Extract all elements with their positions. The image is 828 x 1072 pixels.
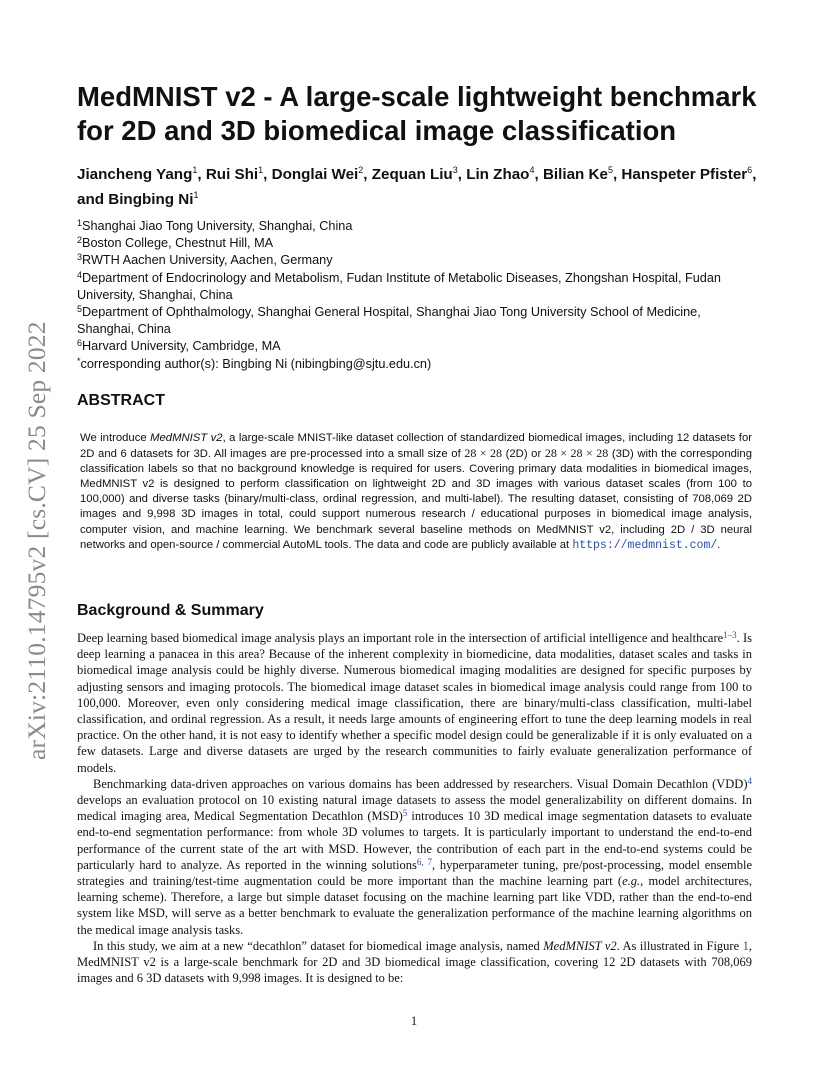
- author-name: Rui Shi: [205, 166, 259, 184]
- author-name: Donglai Wei: [271, 166, 359, 184]
- body-paragraph: [77, 630, 752, 776]
- author-name: Bingbing Ni: [108, 191, 194, 209]
- abstract-text: [80, 431, 752, 553]
- author-name: Lin Zhao: [466, 166, 530, 184]
- author-list: Jiancheng Yang$^1$, Rui Shi$^1$, Donglai Wei$^2$, Zequan Liu$^3$, Lin Zhao$^4$, Bilian Ke$^5$, Hanspeter Pfister$^6$, and Bingbing Ni$^1$: [77, 165, 757, 209]
- author-affiliation-mark: 2: [358, 165, 364, 175]
- body-paragraph: [77, 938, 752, 987]
- background-section-body: [77, 630, 752, 986]
- author-affiliation-mark: 1: [192, 165, 198, 175]
- paragraph-text: . As illustrated in Figure: [616, 938, 743, 953]
- affiliation-item: [77, 252, 757, 269]
- page-number: 1: [410, 1014, 418, 1028]
- project-url-link[interactable]: https://medmnist.com/: [572, 538, 718, 552]
- author-affiliation-mark: 5: [607, 165, 613, 175]
- abstract-text-segment: (3D) with the corresponding classification labels so that no background knowledge is required for users. Covering primary data modalities in biomedical images, MedMNIST v2 is designed to perform classification on lightweight 2D and 3D images with various dataset scales (from 100 to 100,000) and diverse tasks (binary/multi-class, ordinal regression, and multi-label). The resulting dataset, consisting of 708,069 2D images and 9,998 3D images in total, could support numerous research / educational purposes in biomedical image analysis, computer vision, and machine learning. We benchmark several baseline methods on MedMNIST v2, including 2D / 3D neural networks and open-source / commercial AutoML tools. The data and code are publicly available at: [80, 448, 752, 551]
- paragraph-text: introduces 10 3D medical image segmentation datasets to evaluate end-to-end segmentation performance: from whole 3D volumes to targets. It is particularly important to understand the end-to-end performance of the current state of the art with MSD. However, the contribution of each part in the end-to-end systems could be particularly hard to analyze. As reported in the winning solutions: [77, 809, 752, 872]
- author-affiliation-mark: 1: [258, 165, 264, 175]
- image-size-2d: 28 × 28: [464, 446, 503, 461]
- author-name: Bilian Ke: [542, 166, 608, 184]
- affiliation-mark: 2: [77, 235, 83, 246]
- corresponding-author-text: corresponding author(s): Bingbing Ni (nibingbing@sjtu.edu.cn): [80, 356, 432, 371]
- author-affiliation-mark: 6: [747, 165, 753, 175]
- abstract-text-segment: .: [717, 538, 721, 551]
- affiliation-item: [77, 304, 757, 338]
- affiliation-item: [77, 218, 757, 235]
- paragraph-text: , MedMNIST v2 is a large-scale benchmark for 2D and 3D biomedical image classification, covering 12 2D datasets with 708,069 images and 6 3D datasets with 9,998 images. It is designed to be:: [77, 938, 752, 986]
- author-affiliation-mark: 1: [193, 190, 199, 201]
- body-paragraph: [77, 776, 752, 938]
- affiliation-text: Boston College, Chestnut Hill, MA: [82, 236, 274, 251]
- affiliation-text: RWTH Aachen University, Aachen, Germany: [82, 253, 333, 268]
- affiliation-text: Harvard University, Cambridge, MA: [82, 339, 281, 354]
- affiliation-list: [77, 218, 757, 373]
- author-affiliation-mark: 4: [529, 165, 535, 175]
- dataset-name: MedMNIST v2: [150, 432, 223, 444]
- paragraph-text: In this study, we aim at a new “decathlon” dataset for biomedical image analysis, named: [93, 938, 544, 953]
- affiliation-mark: 1: [77, 218, 83, 228]
- affiliation-item: [77, 338, 757, 355]
- paragraph-text: . Is deep learning a panacea in this area? Because of the inherent complexity in biomedicine, data modalities, dataset scales and tasks in biomedical image analysis could be highly diverse. Numerous biomedical imaging modalities are designed for specific purposes by adjusting sensors and imaging protocols. The biomedical image dataset scales in biomedical image analysis could range from 100 to 100,000. Moreover, even only considering medical image classification, there are binary/multi-class classification, multi-label classification, and ordinal regression. As a result, it needs large amounts of engineering effort to tune the deep learning models in real practice. On the other hand, it is not easy to identify whether a specific model design could be generalizable if it is only evaluated on a few datasets. Large and diverse datasets are urged by the research communities to fairly evaluate generalization performance of models.: [77, 631, 752, 775]
- paragraph-text: develops an evaluation protocol on 10 existing natural image datasets to assess the model generalizability on different domains. In medical imaging area, Medical Segmentation Decathlon (MSD): [77, 793, 752, 824]
- paragraph-text: , hyperparameter tuning, pre/post-processing, model ensemble strategies and training/test-time augmentation could be more important than the machine learning part (: [77, 857, 753, 889]
- affiliation-mark: 4: [77, 269, 83, 280]
- author-name: Hanspeter Pfister: [621, 166, 748, 184]
- affiliation-item: [77, 235, 757, 252]
- citation-link[interactable]: 1–3: [723, 630, 737, 640]
- arxiv-identifier-stamp: arXiv:2110.14795v2 [cs.CV] 25 Sep 2022: [22, 321, 51, 760]
- citation-link[interactable]: 4: [747, 775, 752, 786]
- affiliation-mark: *: [77, 355, 81, 366]
- paragraph-text: , model architectures, learning scheme). Therefore, a large but simple dataset focusing on the machine learning part like VDD, rather than the end-to-end system like MSD, will serve as a better benchmark to evaluate the generalization performance of the machine learning algorithms on the medical image analysis tasks.: [77, 874, 753, 937]
- affiliation-item: [77, 270, 757, 304]
- affiliation-text: Shanghai Jiao Tong University, Shanghai, China: [82, 219, 353, 233]
- paragraph-text: Deep learning based biomedical image analysis plays an important role in the intersection of artificial intelligence and healthcare: [77, 631, 724, 645]
- abstract-text-segment: We introduce: [80, 432, 151, 444]
- paragraph-text: e.g.: [622, 874, 641, 889]
- abstract-text-segment: (2D) or: [502, 448, 545, 461]
- affiliation-mark: 6: [77, 338, 83, 349]
- citation-link[interactable]: 5: [402, 808, 408, 819]
- affiliation-mark: 5: [77, 304, 83, 315]
- paragraph-text: Benchmarking data-driven approaches on various domains has been addressed by researchers. Visual Domain Decathlon (VDD): [93, 776, 748, 791]
- background-heading: Background & Summary: [77, 602, 264, 619]
- abstract-heading: ABSTRACT: [77, 392, 165, 409]
- citation-link[interactable]: 6, 7: [416, 856, 433, 867]
- paper-title: MedMNIST v2 - A large-scale lightweight benchmark for 2D and 3D biomedical image classification: [77, 81, 757, 146]
- image-size-3d: 28 × 28 × 28: [544, 446, 609, 461]
- abstract-text-segment: , a large-scale MNIST-like dataset collection of standardized biomedical images, including 12 datasets for 2D and 6 datasets for 3D. All images are pre-processed into a small size of: [80, 432, 752, 461]
- figure-reference-link[interactable]: 1: [742, 938, 749, 953]
- corresponding-author-note: [77, 356, 757, 373]
- author-affiliation-mark: 3: [452, 165, 458, 175]
- author-name: Jiancheng Yang: [77, 166, 193, 184]
- author-name: Zequan Liu: [371, 166, 453, 184]
- affiliation-text: Department of Endocrinology and Metabolism, Fudan Institute of Metabolic Diseases, Zhongshan Hospital, Fudan University, Shanghai, China: [77, 270, 721, 302]
- dataset-name: MedMNIST v2: [543, 938, 617, 953]
- affiliation-text: Department of Ophthalmology, Shanghai General Hospital, Shanghai Jiao Tong University School of Medicine, Shanghai, China: [77, 305, 701, 337]
- affiliation-mark: 3: [77, 252, 83, 263]
